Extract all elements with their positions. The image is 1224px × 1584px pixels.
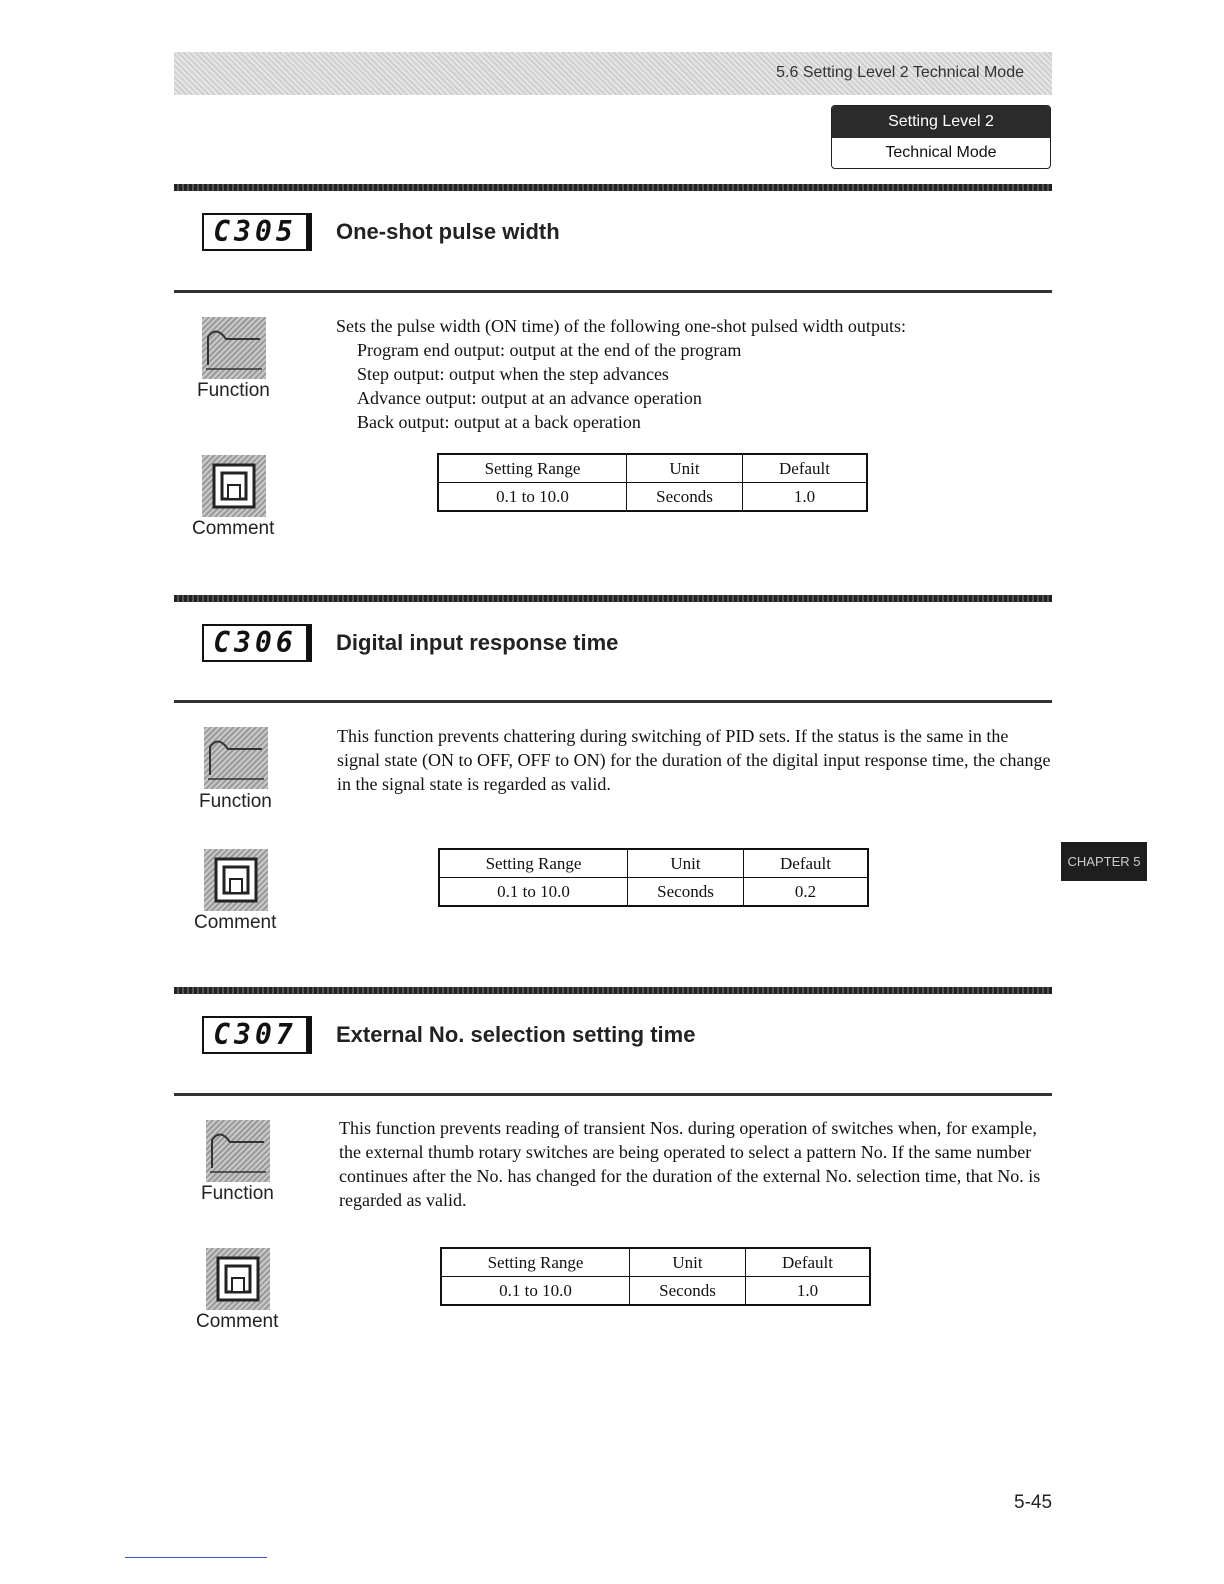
table-cell: Seconds [627,483,743,512]
settings-table [440,1247,871,1306]
function-icon [204,727,268,789]
table-header: Default [746,1248,871,1277]
section-description [337,724,1053,796]
comment-label: Comment [192,518,275,539]
table-header: Unit [628,849,744,878]
table-header: Setting Range [441,1248,630,1277]
header-band [174,52,1052,95]
description-line: This function prevents reading of transient Nos. during operation of switches when, for example, the external thumb rotary switches are being operated to select a pattern No. If the same number continues after the No. has changed for the duration of the external No. selection time, that No. is regarded as valid. [339,1118,1041,1210]
section-title: One-shot pulse width [336,219,560,244]
level-subtitle: Technical Mode [885,144,997,161]
comment-icon [202,455,266,517]
description-line: Step output: output when the step advances [357,364,669,384]
table-cell: Seconds [628,878,744,907]
section-title: External No. selection setting time [336,1022,696,1047]
section-divider [174,987,1052,994]
section-divider [174,595,1052,602]
section-description [339,1116,1055,1212]
parameter-code: C305 [202,213,312,251]
table-row [438,483,867,512]
function-label: Function [201,1183,274,1204]
table-header: Unit [630,1248,746,1277]
table-cell: 0.1 to 10.0 [441,1277,630,1306]
table-header: Default [743,454,868,483]
table-cell: 0.1 to 10.0 [438,483,627,512]
page-number: 5-45 [1014,1492,1053,1513]
function-label: Function [197,380,270,401]
table-header: Unit [627,454,743,483]
comment-icon [206,1248,270,1310]
table-header-row [438,454,867,483]
section-underline [174,290,1052,293]
table-header: Setting Range [439,849,628,878]
chapter-tab: CHAPTER 5 [1061,842,1147,881]
description-line: This function prevents chattering during switching of PID sets. If the status is the same in the signal state (ON to OFF, OFF to ON) for the duration of the digital input response time, the change in the signal state is regarded as valid. [337,726,1051,794]
description-line: Sets the pulse width (ON time) of the following one-shot pulsed width outputs: [336,316,906,336]
setting-level-box [831,105,1051,169]
function-label: Function [199,791,272,812]
footer-rule [125,1557,267,1558]
parameter-code: C307 [202,1016,312,1054]
section-title: Digital input response time [336,630,619,655]
function-icon [202,317,266,379]
table-header-row [441,1248,870,1277]
settings-table [437,453,868,512]
table-row [441,1277,870,1306]
table-header-row [439,849,868,878]
section-header-title: 5.6 Setting Level 2 Technical Mode [776,64,1024,81]
section-description [336,314,1036,434]
description-line: Back output: output at a back operation [357,412,641,432]
function-icon [206,1120,270,1182]
table-header: Setting Range [438,454,627,483]
parameter-code: C306 [202,624,312,662]
settings-table [438,848,869,907]
comment-label: Comment [196,1311,279,1332]
table-cell: Seconds [630,1277,746,1306]
section-divider [174,184,1052,191]
section-underline [174,1093,1052,1096]
section-underline [174,700,1052,703]
level-title: Setting Level 2 [832,106,1050,138]
table-cell: 1.0 [746,1277,871,1306]
table-header: Default [744,849,869,878]
table-row [439,878,868,907]
comment-icon [204,849,268,911]
comment-label: Comment [194,912,277,933]
table-cell: 1.0 [743,483,868,512]
description-line: Program end output: output at the end of the program [357,340,742,360]
table-cell: 0.2 [744,878,869,907]
description-line: Advance output: output at an advance operation [357,388,702,408]
table-cell: 0.1 to 10.0 [439,878,628,907]
